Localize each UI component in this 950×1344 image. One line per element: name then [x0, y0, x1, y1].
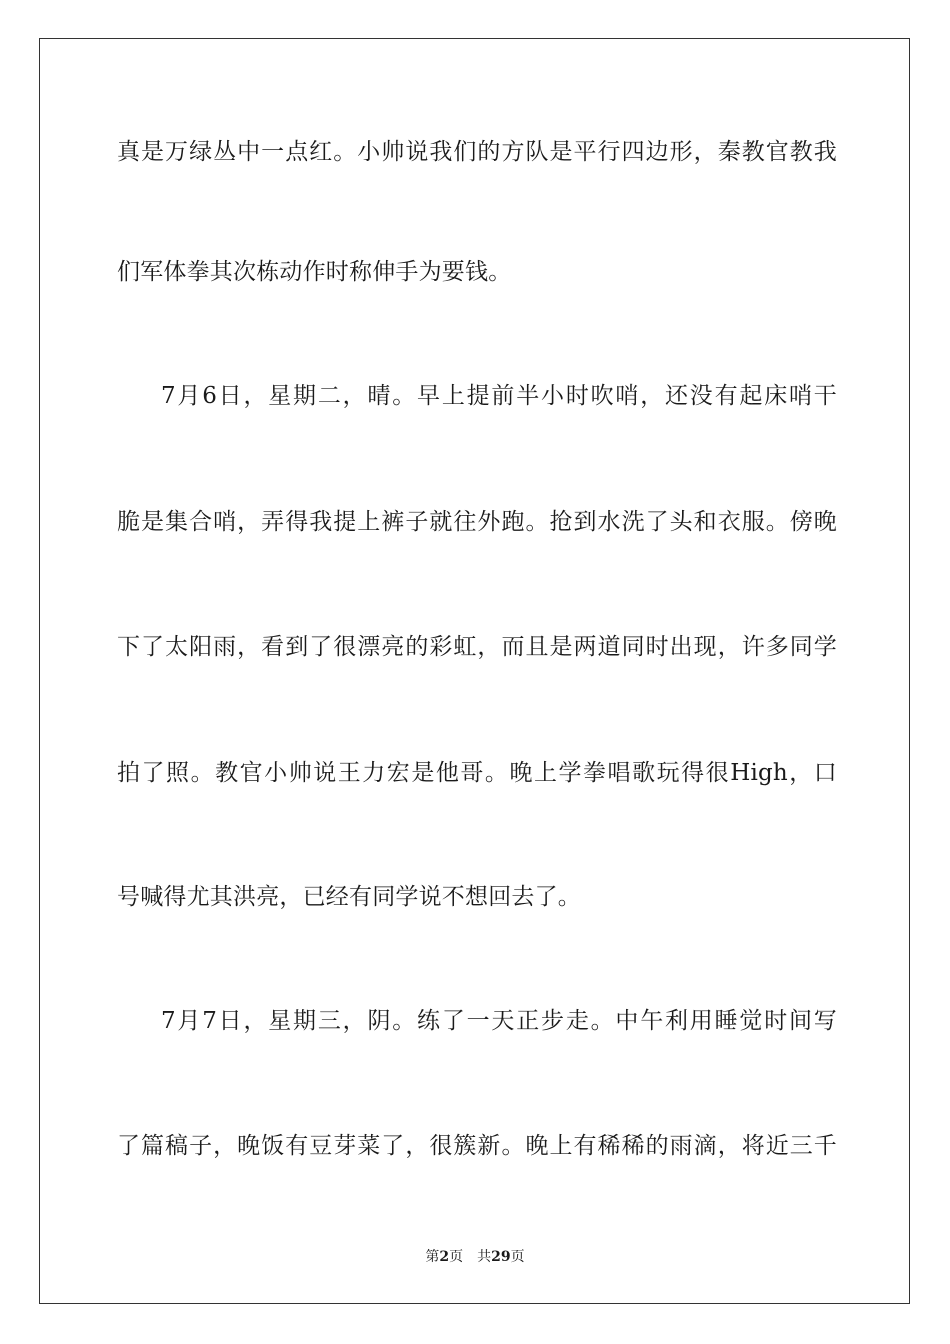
text-line-6: 拍了照。教官小帅说王力宏是他哥。晚上学拳唱歌玩得很High，口 [117, 760, 837, 786]
total-label-suffix: 页 [510, 1249, 525, 1265]
page-footer [0, 1248, 950, 1266]
text-line-4: 脆是集合哨，弄得我提上裤子就往外跑。抢到水洗了头和衣服。傍晚 [117, 509, 837, 535]
text-line-8: 7月7日，星期三，阴。练了一天正步走。中午利用睡觉时间写 [161, 1008, 837, 1034]
text-line-9: 了篇稿子，晚饭有豆芽菜了，很簇新。晚上有稀稀的雨滴，将近三千 [117, 1133, 837, 1159]
text-line-1: 真是万绿丛中一点红。小帅说我们的方队是平行四边形，秦教官教我 [117, 139, 837, 165]
text-line-2: 们军体拳其次栋动作时称伸手为要钱。 [117, 259, 512, 285]
page-label-prefix: 第 [425, 1249, 440, 1265]
total-label-prefix: 共 [477, 1249, 492, 1265]
total-pages: 29 [491, 1249, 511, 1265]
page-frame [39, 38, 910, 1304]
text-line-5: 下了太阳雨，看到了很漂亮的彩虹，而且是两道同时出现，许多同学 [117, 634, 837, 660]
text-line-7: 号喊得尤其洪亮，已经有同学说不想回去了。 [117, 884, 581, 910]
text-line-3: 7月6日，星期二，晴。早上提前半小时吹哨，还没有起床哨干 [161, 383, 837, 409]
page-number: 2 [439, 1249, 450, 1265]
page-label-suffix: 页 [449, 1249, 464, 1265]
